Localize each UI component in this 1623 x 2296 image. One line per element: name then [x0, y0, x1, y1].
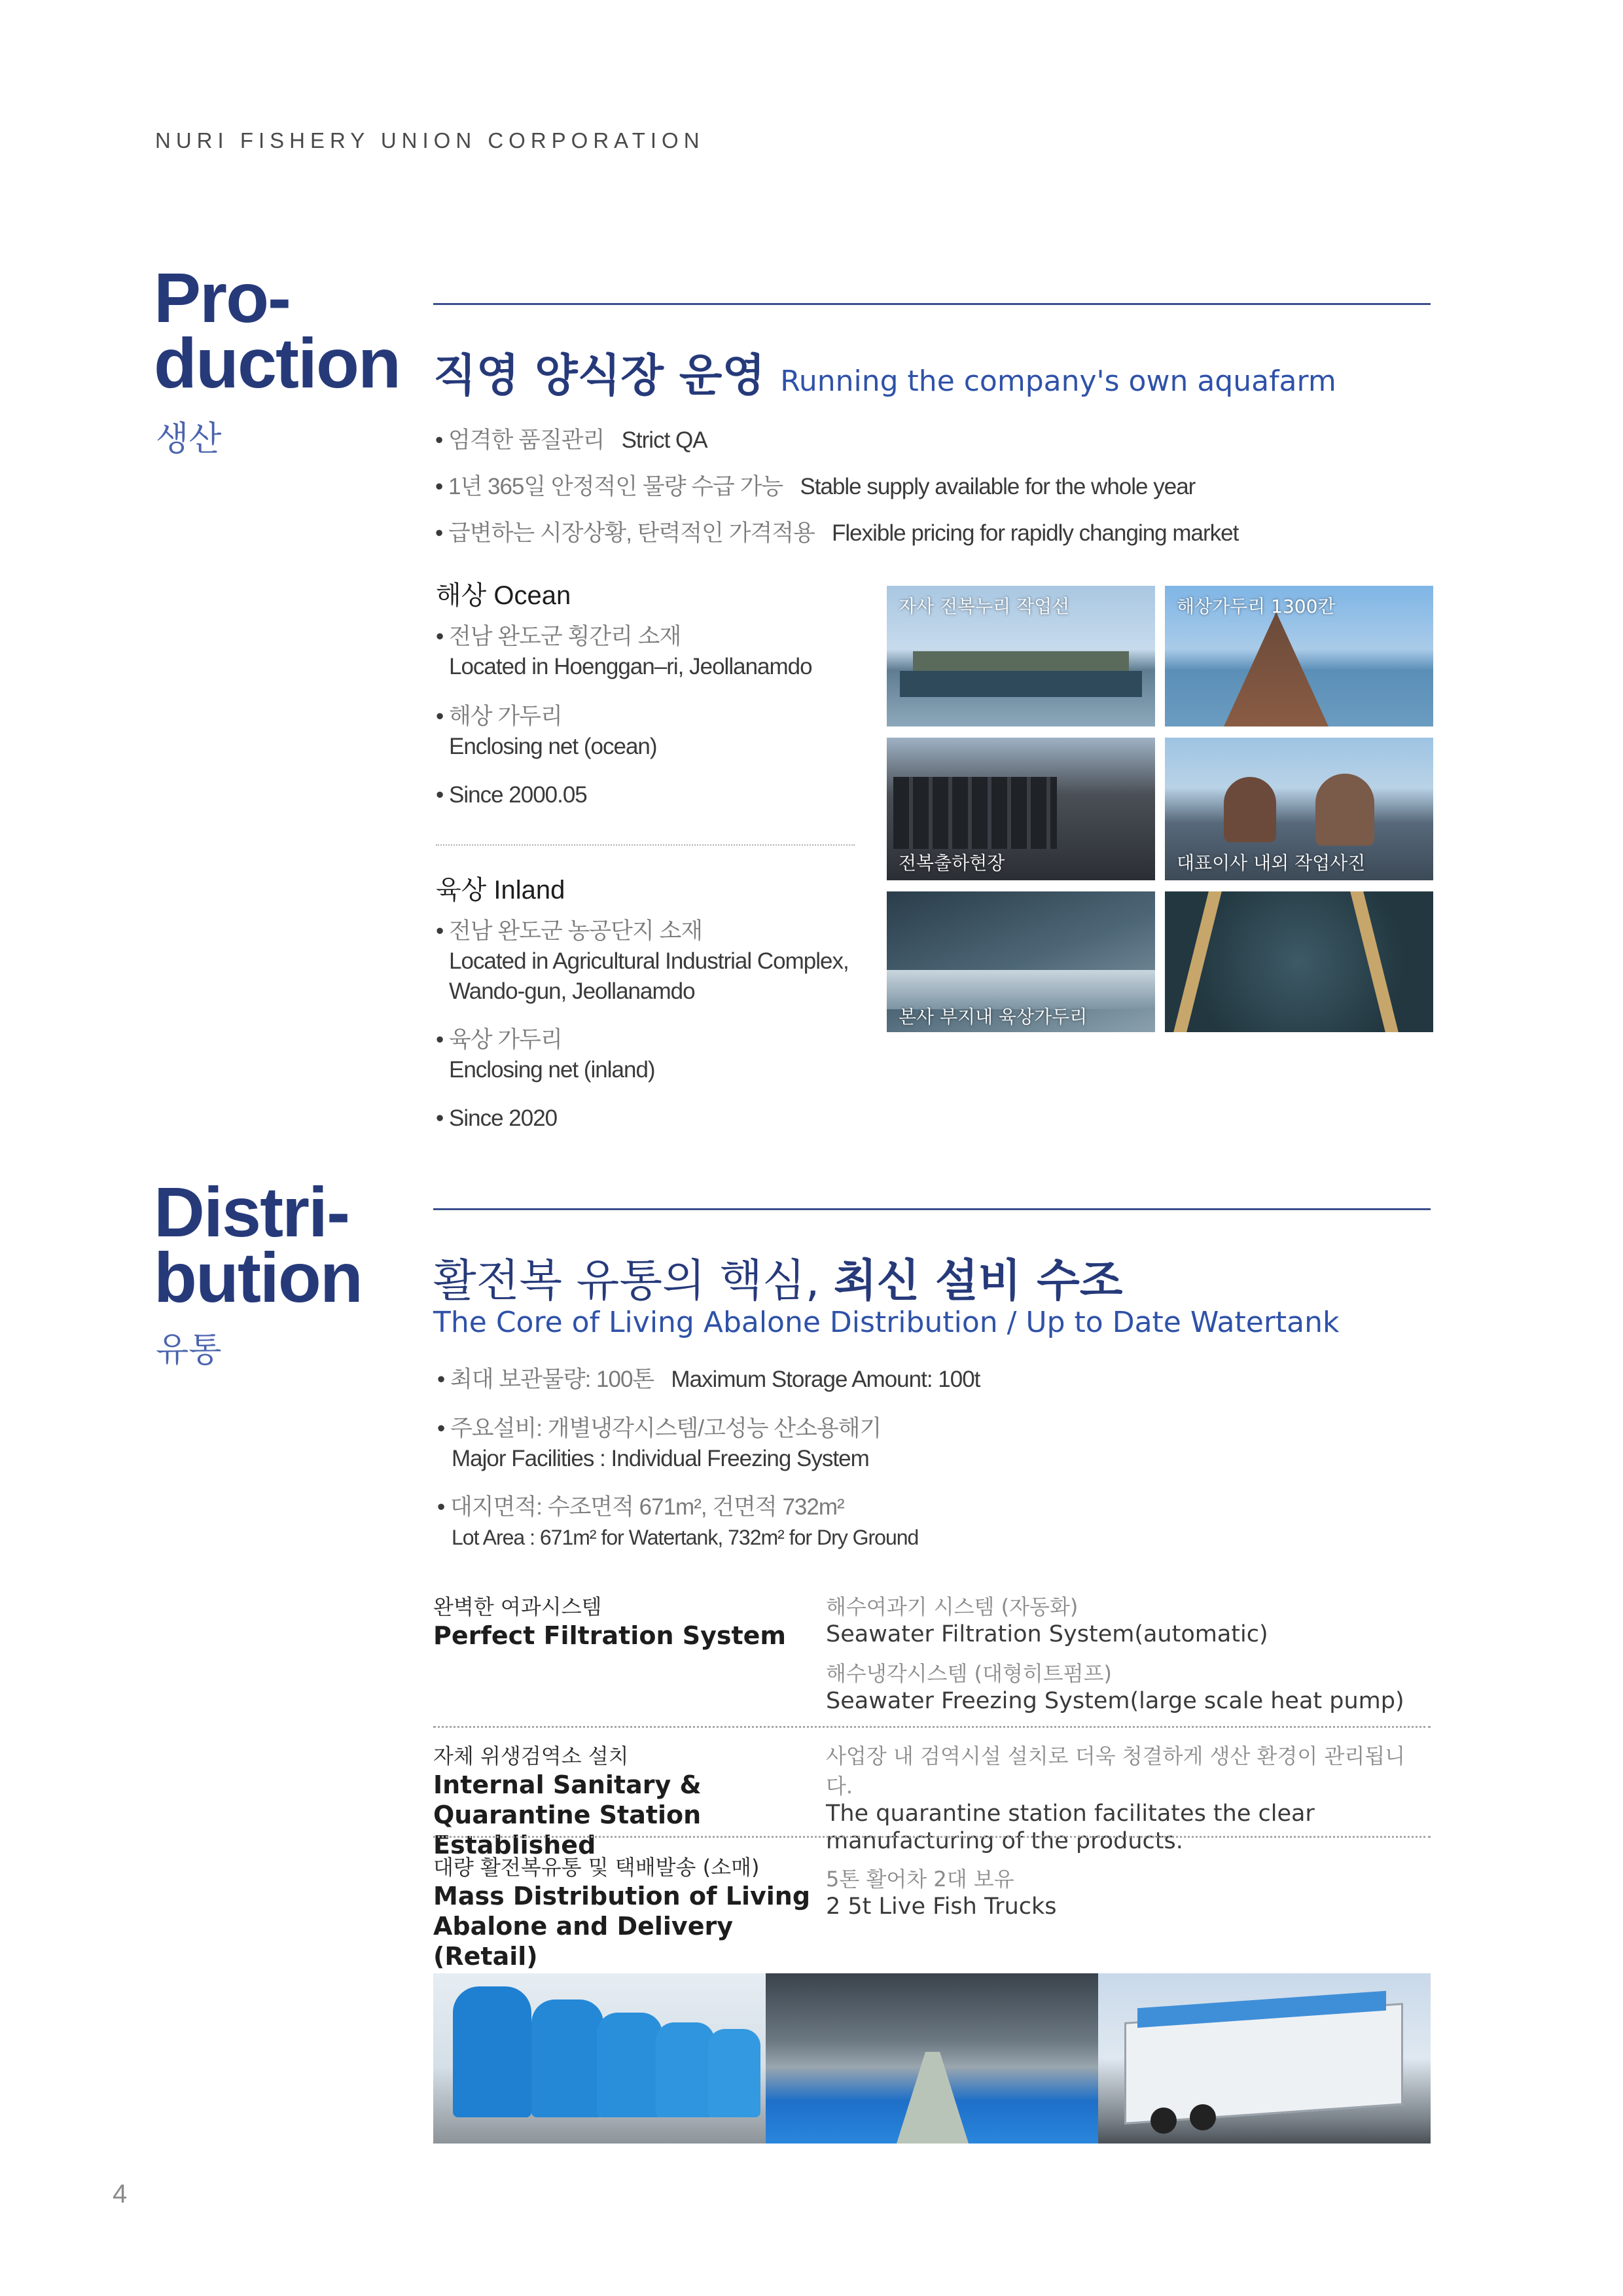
feature-title-ko: 완벽한 여과시스템: [433, 1594, 602, 1619]
feature-title: [433, 1740, 813, 1860]
production-heading-en: Running the company's own aquafarm: [780, 365, 1336, 398]
bullet-en: Flexible pricing for rapidly changing market: [832, 520, 1239, 546]
item-ko: 해상 가두리: [448, 704, 562, 729]
photo-tank-closeup: [1165, 891, 1433, 1032]
distribution-rule: [433, 1208, 1431, 1210]
feature-divider: [433, 1836, 1431, 1838]
detail-ko: 해수냉각시스템 (대형히트펌프): [826, 1661, 1112, 1686]
feature-title: [433, 1590, 813, 1651]
photo-work-boat: [887, 586, 1155, 726]
spec-item: • 대지면적: 수조면적 671m², 건면적 732m² Lot Area : 671m² for Watertank, 732m² for Dry Ground: [437, 1492, 1419, 1552]
production-subtitle: 생산: [156, 420, 222, 459]
distribution-heading-bold: 최신 설비 수조: [833, 1255, 1123, 1307]
production-heading: [433, 340, 1336, 404]
tank-rail: [1173, 891, 1222, 1032]
ocean-item: • 전남 완도군 횡간리 소재 Located in Hoenggan–ri, Jeollanamdo: [436, 622, 868, 702]
inland-item: • 전남 완도군 농공단지 소재 Located in Agricultural Industrial Complex, Wando-gun, Jeollanamdo: [436, 916, 881, 1025]
filter-tank-shape: [453, 1986, 531, 2117]
feature-divider: [433, 1726, 1431, 1728]
crates-shape: [893, 777, 1057, 849]
spec-ko: 최대 보관물량: 100톤: [450, 1367, 654, 1392]
bullet-en: Stable supply available for the whole year: [800, 474, 1196, 499]
detail-en: Seawater Filtration System(automatic): [826, 1621, 1268, 1647]
distribution-spec-list: [437, 1365, 1419, 1552]
feature-title: [433, 1851, 813, 1971]
ocean-heading: 해상 Ocean: [436, 581, 571, 610]
item-en: Enclosing net (inland): [449, 1057, 655, 1083]
filter-tank-shape: [708, 2029, 760, 2117]
aisle-shape: [897, 2052, 969, 2144]
net-shape: [1224, 612, 1329, 726]
boat-cargo-shape: [913, 651, 1129, 671]
feature-title-en: Internal Sanitary & Quarantine Station Established: [433, 1770, 702, 1859]
photo-caption: 대표이사 내외 작업사진: [1177, 852, 1366, 874]
item-ko: 육상 가두리: [448, 1027, 562, 1052]
boat-shape: [900, 671, 1142, 697]
spec-en: Lot Area : 671m² for Watertank, 732m² for Dry Ground: [452, 1526, 919, 1549]
detail-ko: 5톤 활어차 2대 보유: [826, 1867, 1014, 1892]
bullet-ko: 1년 365일 안정적인 물량 수급 가능: [448, 474, 783, 499]
production-title-line2: duction: [154, 323, 400, 403]
ocean-inland-divider: [436, 844, 855, 846]
ocean-list: [436, 622, 868, 810]
truck-wheel-shape: [1190, 2104, 1216, 2130]
item-en: Located in Hoenggan–ri, Jeollanamdo: [449, 654, 812, 679]
bullet-ko: 엄격한 품질관리: [448, 427, 605, 453]
distribution-title-line1: Distri-: [154, 1172, 349, 1251]
production-rule: [433, 303, 1431, 305]
item-en-line2: Wando-gun, Jeollanamdo: [449, 978, 695, 1004]
truck-wheel-shape: [1150, 2108, 1177, 2134]
inland-heading: 육상 Inland: [436, 876, 565, 905]
spec-en: Major Facilities : Individual Freezing System: [452, 1446, 869, 1471]
feature-details: [826, 1590, 1431, 1715]
spec-item: • 주요설비: 개별냉각시스템/고성능 산소용해기 Major Facilities : Individual Freezing System: [437, 1414, 1419, 1492]
bullet-en: Strict QA: [621, 427, 707, 453]
person-shape: [1224, 777, 1276, 842]
photo-inland-tanks: [887, 891, 1155, 1032]
feature-title-ko: 대량 활전복유통 및 택배발송 (소매): [433, 1855, 760, 1880]
detail-en: 2 5t Live Fish Trucks: [826, 1893, 1057, 1920]
feature-title-en: Perfect Filtration System: [433, 1621, 787, 1650]
production-heading-ko: 직영 양식장 운영: [433, 350, 766, 402]
feature-title-ko: 자체 위생검역소 설치: [433, 1744, 629, 1768]
detail-en: The quarantine station facilitates the clear manufacturing of the products.: [826, 1801, 1315, 1854]
page-number: 4: [113, 2179, 128, 2208]
item-en: Located in Agricultural Industrial Complex,: [449, 948, 849, 974]
distribution-heading-en: The Core of Living Abalone Distribution / Up to Date Watertank: [433, 1306, 1340, 1339]
bullet-ko: 급변하는 시장상황, 탄력적인 가격적용: [448, 520, 815, 546]
photo-ocean-cages: [1165, 586, 1433, 726]
photo-caption: 전복출하현장: [899, 852, 1005, 874]
photo-caption: 자사 전복누리 작업선: [899, 596, 1070, 617]
inland-item: • 육상 가두리 Enclosing net (inland): [436, 1025, 881, 1103]
filter-tank-shape: [597, 2013, 662, 2117]
feature-details: [826, 1863, 1431, 1920]
production-bullet: • 엄격한 품질관리 Strict QA: [435, 427, 707, 453]
detail-en: Seawater Freezing System(large scale heat pump): [826, 1688, 1404, 1714]
item-ko: 전남 완도군 농공단지 소재: [448, 918, 703, 944]
feature-title-en: Mass Distribution of Living Abalone and Delivery (Retail): [433, 1882, 811, 1971]
production-bullet-list: [435, 425, 1238, 565]
production-title-line1: Pro-: [154, 258, 290, 337]
photo-indoor-watertank: [766, 1973, 1098, 2144]
ocean-item: • 해상 가두리 Enclosing net (ocean): [436, 702, 868, 780]
distribution-title: [154, 1172, 362, 1317]
production-bullet: • 급변하는 시장상황, 탄력적인 가격적용 Flexible pricing for rapidly changing market: [435, 520, 1239, 546]
distribution-title-line2: bution: [154, 1238, 362, 1317]
spec-item: • 최대 보관물량: 100톤 Maximum Storage Amount: 100t: [437, 1367, 980, 1392]
photo-ceo-couple: [1165, 738, 1433, 880]
spec-ko: 주요설비: 개별냉각시스템/고성능 산소용해기: [450, 1416, 882, 1441]
ocean-item: • Since 2000.05: [436, 782, 587, 808]
photo-filtration-tanks: [433, 1973, 766, 2144]
filter-tank-shape: [531, 2000, 603, 2117]
distribution-subtitle: 유통: [156, 1331, 222, 1370]
item-en: Enclosing net (ocean): [449, 734, 657, 759]
detail-ko: 해수여과기 시스템 (자동화): [826, 1594, 1079, 1619]
distribution-heading: [433, 1246, 1122, 1309]
photo-shipping-site: [887, 738, 1155, 880]
person-shape: [1315, 774, 1374, 846]
inland-list: [436, 916, 881, 1134]
filter-tank-shape: [656, 2022, 715, 2117]
running-header: NURI FISHERY UNION CORPORATION: [155, 128, 705, 152]
photo-live-fish-truck: [1098, 1973, 1431, 2144]
production-title: [154, 258, 400, 403]
detail-ko: 사업장 내 검역시설 설치로 더욱 청결하게 생산 환경이 관리됩니다.: [826, 1744, 1406, 1799]
item-en: Since 2000.05: [448, 782, 587, 808]
photo-caption: 해상가두리 1300칸: [1177, 596, 1336, 617]
item-ko: 전남 완도군 횡간리 소재: [448, 624, 681, 649]
tank-rail: [1350, 891, 1399, 1032]
photo-caption: 본사 부지내 육상가두리: [899, 1006, 1088, 1028]
production-bullet: • 1년 365일 안정적인 물량 수급 가능 Stable supply available for the whole year: [435, 474, 1196, 499]
spec-ko: 대지면적: 수조면적 671m², 건면적 732m²: [450, 1494, 844, 1520]
inland-item: • Since 2020: [436, 1105, 558, 1131]
item-en: Since 2020: [448, 1105, 558, 1131]
spec-en: Maximum Storage Amount: 100t: [671, 1367, 980, 1392]
distribution-heading-light: 활전복 유통의 핵심,: [433, 1255, 820, 1307]
